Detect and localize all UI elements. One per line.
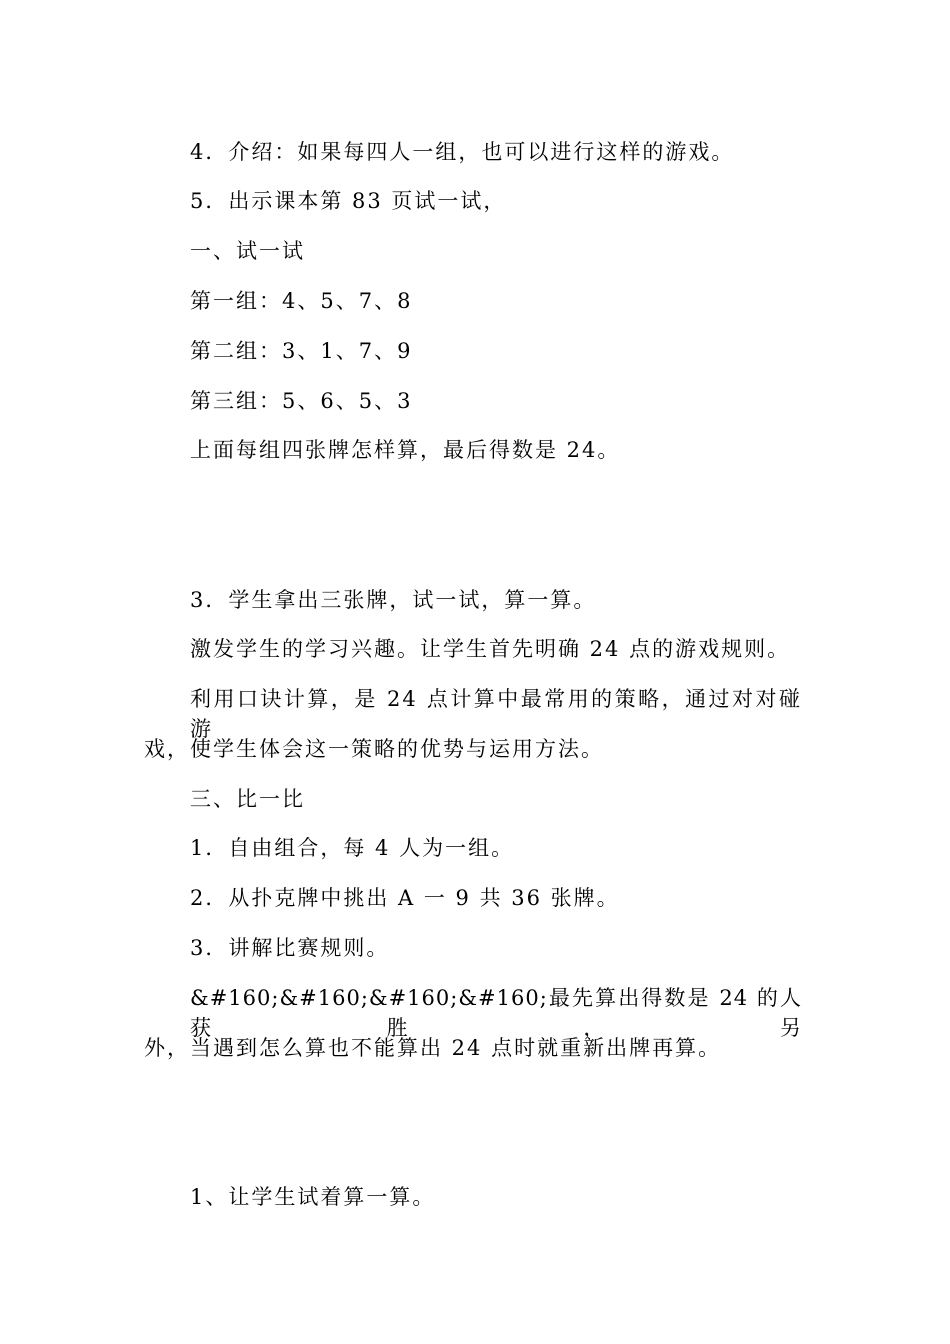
- text-line-group-3: 第三组：5、6、5、3: [190, 389, 413, 413]
- text-line-rule-2: 2．从扑克牌中挑出 A 一 9 共 36 张牌。: [190, 886, 620, 910]
- text-line-item-3: 3．学生拿出三张牌，试一试，算一算。: [190, 588, 597, 612]
- text-line-interest: 激发学生的学习兴趣。让学生首先明确 24 点的游戏规则。: [190, 637, 791, 661]
- text-line-strategy-cont: 戏，使学生体会这一策略的优势与运用方法。: [144, 737, 604, 761]
- text-line-strategy: 利用口诀计算，是 24 点计算中最常用的策略，通过对对碰游: [190, 687, 802, 741]
- text-line-winner-cont: 外，当遇到怎么算也不能算出 24 点时就重新出牌再算。: [144, 1036, 722, 1060]
- text-line-rule-1: 1．自由组合，每 4 人为一组。: [190, 836, 515, 860]
- text-line-try-calc: 1、让学生试着算一算。: [190, 1185, 436, 1209]
- text-line-winner: &#160;&#160;&#160;&#160;最先算出得数是 24 的人获胜，另: [190, 986, 802, 1040]
- text-line-item-4: 4．介绍：如果每四人一组，也可以进行这样的游戏。: [190, 140, 735, 164]
- text-line-group-2: 第二组：3、1、7、9: [190, 339, 413, 363]
- text-line-question: 上面每组四张牌怎样算，最后得数是 24。: [190, 438, 621, 462]
- section-heading-try: 一、试一试: [190, 239, 305, 263]
- text-line-group-1: 第一组：4、5、7、8: [190, 289, 413, 313]
- text-line-rule-3: 3．讲解比赛规则。: [190, 936, 390, 960]
- text-line-item-5: 5．出示课本第 83 页试一试，: [190, 189, 507, 213]
- section-heading-compare: 三、比一比: [190, 787, 305, 811]
